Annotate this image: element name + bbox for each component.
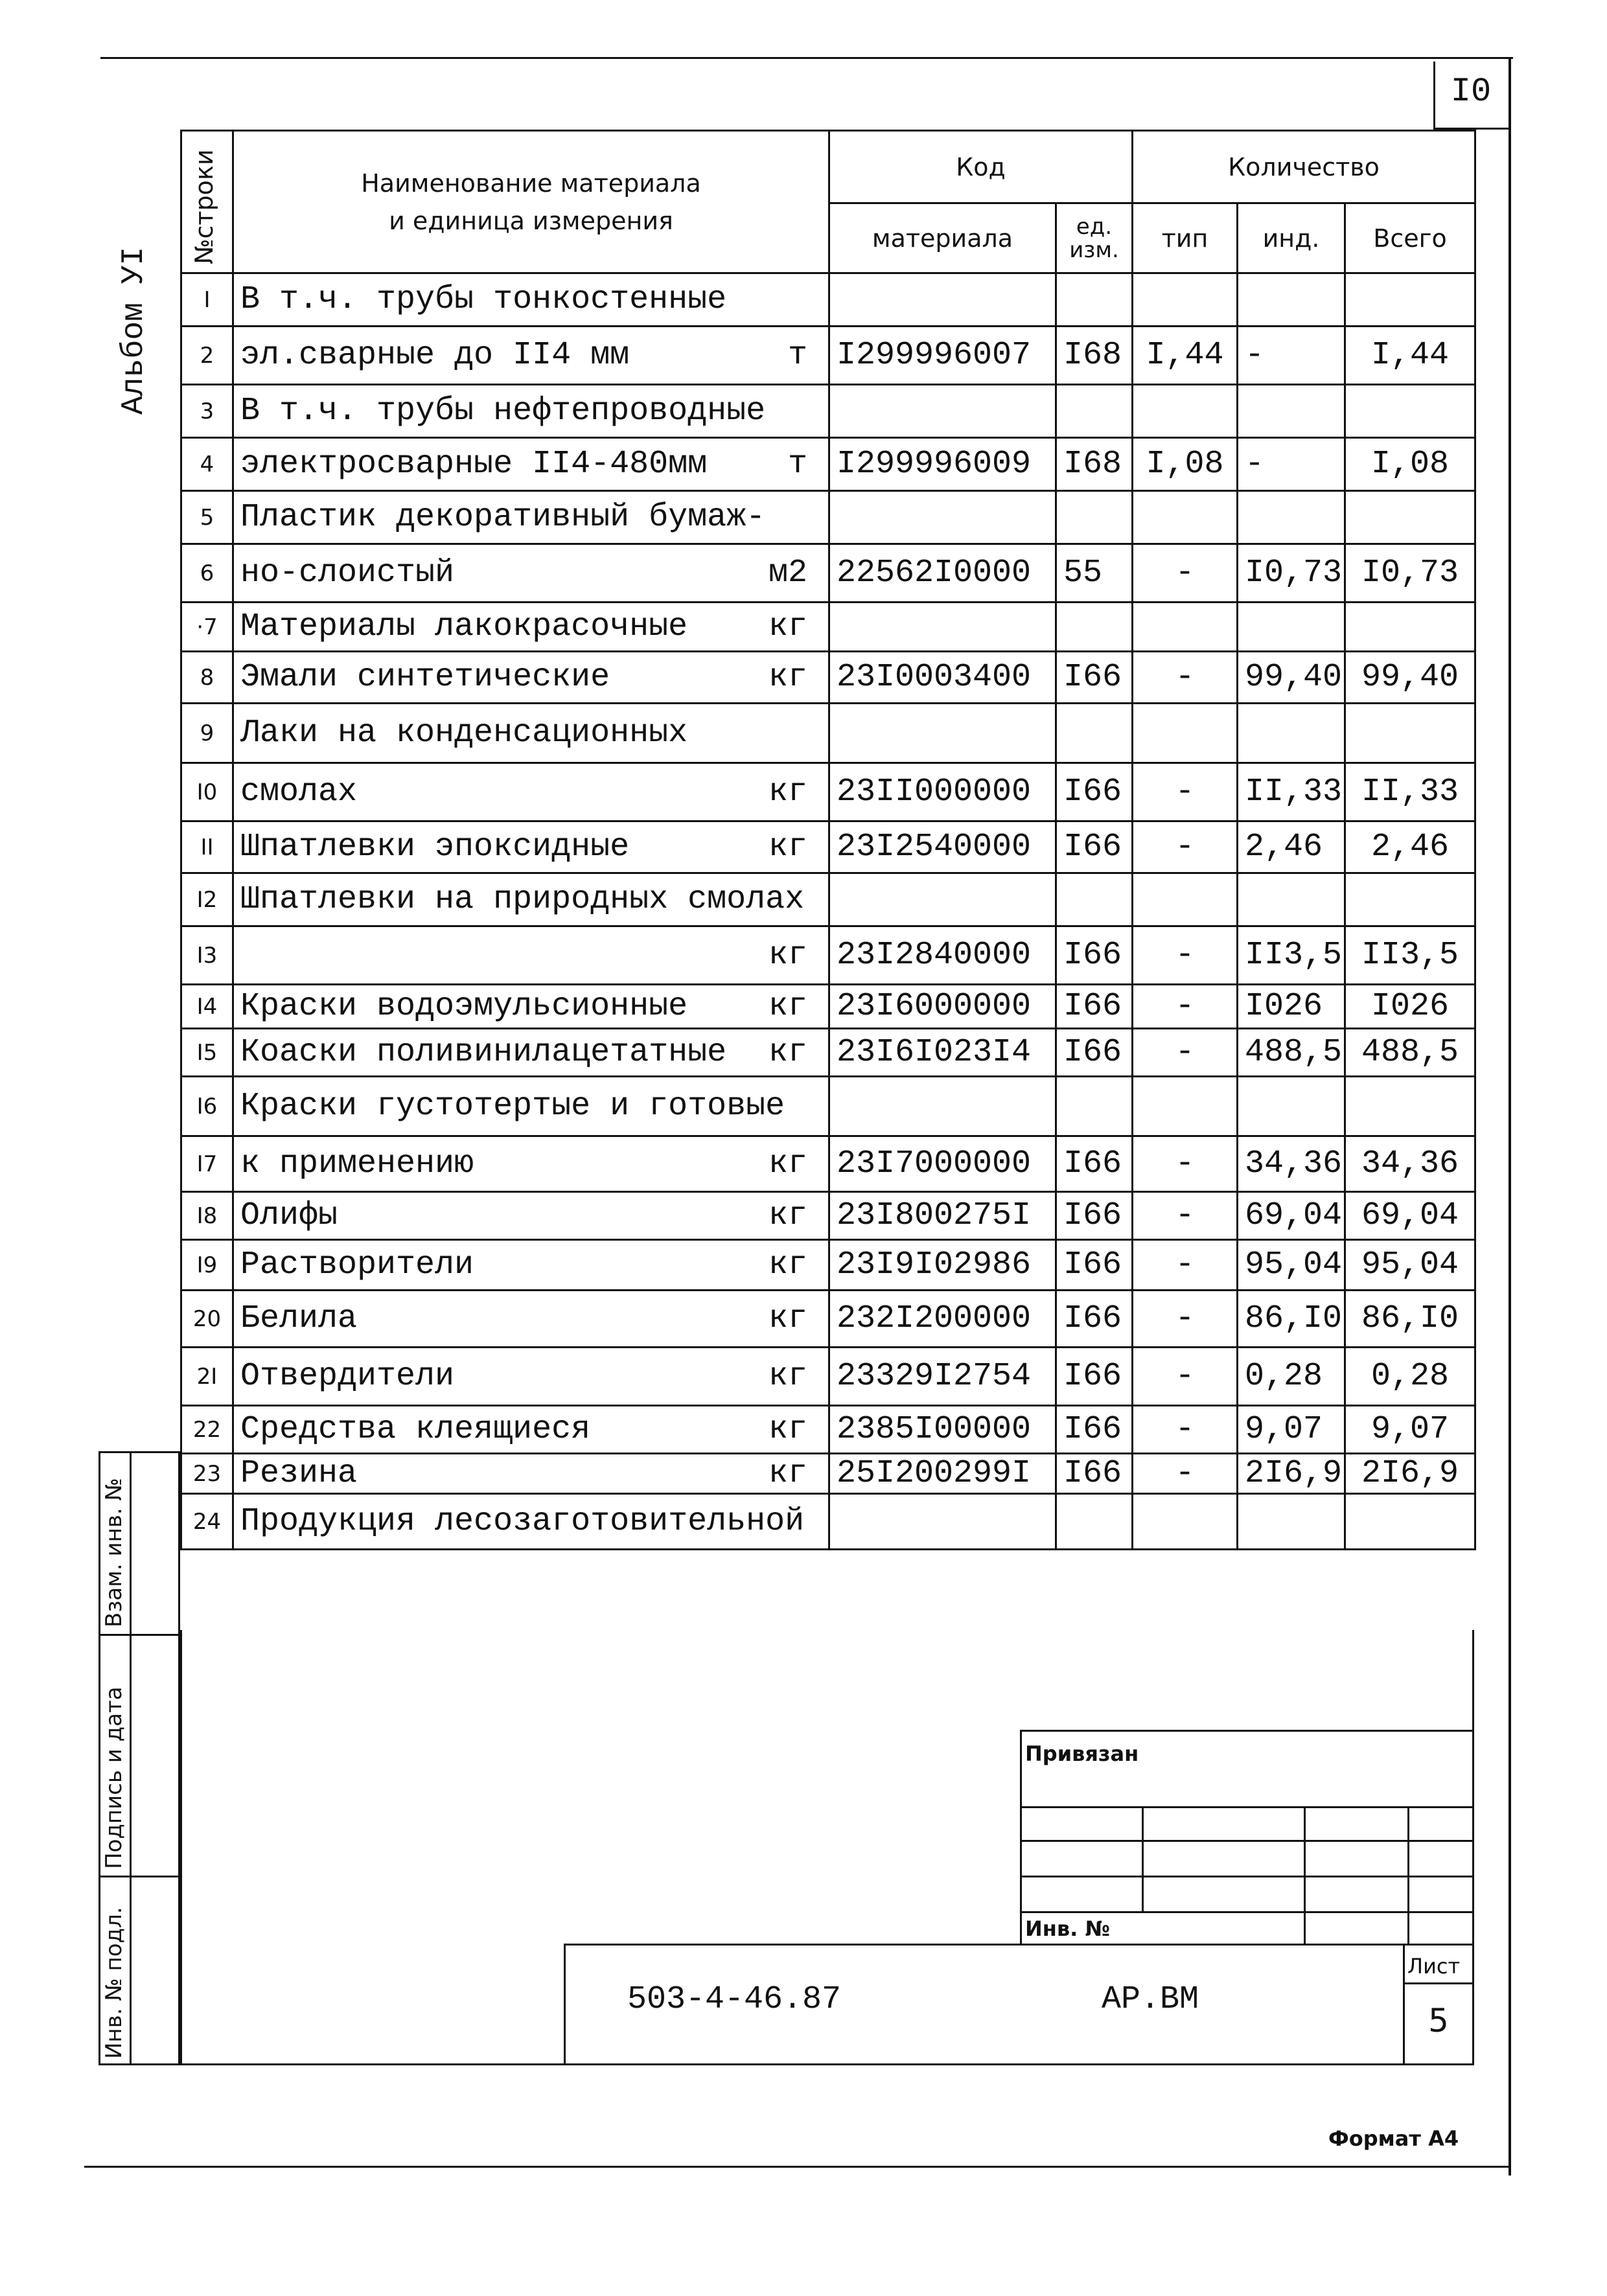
qty-type [1133,491,1238,544]
material-code: 25I200299I [829,1454,1056,1494]
material-name [233,652,829,704]
stamp-line-1 [1020,1806,1474,1808]
material-name-text: к применению [240,1145,474,1182]
qty-ind: 86,I0 [1238,1291,1345,1348]
name-header: Наименование материала и единица измерения [233,131,829,273]
material-code: 23I6000000 [829,985,1056,1029]
unit-code [1056,491,1133,544]
material-name-text: Шпатлевки эпоксидные [240,829,630,866]
material-code [829,385,1056,438]
material-name-text: Краски водоэмульсионные [240,988,688,1025]
qty-ind: - [1238,438,1345,491]
material-code: I299996009 [829,438,1056,491]
material-name-text: Пластик декоративный бумаж- [240,499,766,536]
qty-type: - [1133,1240,1238,1291]
row-number: I6 [181,1077,233,1136]
table-row [181,763,1475,821]
table-row [181,926,1475,985]
qty-total: I,08 [1345,438,1475,491]
material-unit: м2 [768,555,807,591]
qty-total: 2,46 [1345,821,1475,873]
material-code: 23I7000000 [829,1136,1056,1192]
table-row [181,1406,1475,1454]
unit-code: I68 [1056,327,1133,385]
row-number: 9 [181,704,233,763]
row-number: 4 [181,438,233,491]
qty-type: - [1133,1136,1238,1192]
qty-ind [1238,491,1345,544]
material-unit: кг [768,937,807,974]
unit-code [1056,385,1133,438]
code-group-header: Код [829,131,1133,203]
material-code: 23I800275I [829,1192,1056,1240]
material-name [233,491,829,544]
row-number: ·7 [181,603,233,652]
table-row [181,985,1475,1029]
material-code: 23II000000 [829,763,1056,821]
qty-type: - [1133,1454,1238,1494]
material-unit: кг [768,1197,807,1234]
qty-ind: 2I6,9 [1238,1454,1345,1494]
material-unit: кг [768,1300,807,1337]
material-name [233,704,829,763]
qty-total [1345,491,1475,544]
sheet-number: 5 [1428,2002,1449,2039]
unit-code [1056,704,1133,763]
qty-ind: 488,5 [1238,1029,1345,1077]
material-name [233,327,829,385]
table-row [181,873,1475,926]
sheet-label: Лист [1407,1954,1461,1979]
material-unit: кг [768,1034,807,1071]
row-number: I3 [181,926,233,985]
unit-code: I66 [1056,1192,1133,1240]
qty-type: - [1133,985,1238,1029]
qty-type: I,08 [1133,438,1238,491]
material-name [233,438,829,491]
material-name [233,603,829,652]
table-row [181,438,1475,491]
row-number: I [181,273,233,327]
row-number: I2 [181,873,233,926]
row-number: 2 [181,327,233,385]
material-code [829,273,1056,327]
unit-code: I66 [1056,926,1133,985]
qty-ind: - [1238,327,1345,385]
qty-total: 9,07 [1345,1406,1475,1454]
material-code: I299996007 [829,327,1056,385]
unit-code [1056,603,1133,652]
material-name-text: Резина [240,1455,358,1492]
material-name-text: Эмали синтетические [240,659,610,696]
table-row [181,821,1475,873]
table-row [181,603,1475,652]
row-number: I0 [181,763,233,821]
qty-ind: I026 [1238,985,1345,1029]
row-number: I9 [181,1240,233,1291]
table-row [181,327,1475,385]
qty-type [1133,873,1238,926]
qty-type [1133,273,1238,327]
unit-code: I66 [1056,1240,1133,1291]
table-row [181,1029,1475,1077]
qty-total: II,33 [1345,763,1475,821]
unit-code [1056,873,1133,926]
qty-total [1345,385,1475,438]
material-name [233,1291,829,1348]
qty-total: II3,5 [1345,926,1475,985]
row-number: 24 [181,1494,233,1550]
row-number: I8 [181,1192,233,1240]
qty-total [1345,704,1475,763]
sheet-hline [1403,1982,1474,1984]
qty-ind: 34,36 [1238,1136,1345,1192]
qty-ind: 2,46 [1238,821,1345,873]
row-number: 6 [181,544,233,603]
material-unit: кг [768,1411,807,1448]
material-unit: т [787,337,807,374]
table-row [181,652,1475,704]
qty-total: 2I6,9 [1345,1454,1475,1494]
qty-ind [1238,704,1345,763]
material-unit: кг [768,774,807,810]
qty-total: I0,73 [1345,544,1475,603]
material-code: 23329I2754 [829,1348,1056,1406]
material-code: 23I9I02986 [829,1240,1056,1291]
material-name [233,1192,829,1240]
qty-total [1345,1077,1475,1136]
material-name [233,763,829,821]
material-name [233,926,829,985]
row-number: 3 [181,385,233,438]
qty-ind: 0,28 [1238,1348,1345,1406]
qty-ind [1238,603,1345,652]
material-code [829,1077,1056,1136]
material-name [233,873,829,926]
doc-mark: АР.ВМ [1102,1981,1199,2018]
material-unit: кг [768,1246,807,1283]
qty-total: 0,28 [1345,1348,1475,1406]
podpis-label: Подпись и дата [101,1686,127,1869]
table-row [181,1348,1475,1406]
top-rule [100,57,1513,59]
row-number: 2I [181,1348,233,1406]
qty-ind: II,33 [1238,763,1345,821]
material-unit: кг [768,659,807,696]
material-name [233,985,829,1029]
doc-code: 503-4-46.87 [627,1981,842,2018]
qty-ind [1238,385,1345,438]
unit-code: I68 [1056,438,1133,491]
unit-code: I66 [1056,652,1133,704]
material-name-text: Олифы [240,1197,338,1234]
inv-no-label: Инв. № [1025,1916,1110,1941]
material-name-text: электросварные II4-480мм [240,446,708,483]
table-row [181,1454,1475,1494]
code-material-header: материала [829,203,1056,273]
material-name [233,1136,829,1192]
qty-total: 69,04 [1345,1192,1475,1240]
table-row [181,491,1475,544]
qty-type: - [1133,652,1238,704]
qty-type [1133,704,1238,763]
row-number: 22 [181,1406,233,1454]
material-code [829,1494,1056,1550]
side-strip-sep-2 [98,1876,180,1877]
qty-total: 34,36 [1345,1136,1475,1192]
row-number: II [181,821,233,873]
inv-podl-label: Инв. № подл. [101,1907,127,2059]
materials-table [180,130,1476,1550]
table-row [181,1077,1475,1136]
table-row [181,273,1475,327]
material-name-text: В т.ч. трубы тонкостенные [240,281,727,318]
unit-code: I66 [1056,763,1133,821]
material-name [233,1029,829,1077]
qty-ind: 69,04 [1238,1192,1345,1240]
unit-code: I66 [1056,1029,1133,1077]
qty-total: 99,40 [1345,652,1475,704]
material-code: 23I0003400 [829,652,1056,704]
qty-type [1133,385,1238,438]
qty-type: - [1133,544,1238,603]
qty-total: 86,I0 [1345,1291,1475,1348]
privyazan-label: Привязан [1025,1741,1139,1766]
material-name-text: смолах [240,774,358,810]
table-row [181,704,1475,763]
material-name-text: но-слоистый [240,555,455,591]
table-row [181,1240,1475,1291]
material-name [233,1406,829,1454]
unit-code: I66 [1056,985,1133,1029]
material-name-text: Шпатлевки на природных смолах [240,881,805,918]
row-number: 23 [181,1454,233,1494]
qty-type [1133,1077,1238,1136]
qty-type: - [1133,1406,1238,1454]
material-name-text: Белила [240,1300,358,1337]
material-name [233,273,829,327]
material-unit: кг [768,988,807,1025]
material-name-text: Краски густотертые и готовые [240,1088,785,1125]
material-unit: т [787,446,807,483]
qty-ind [1238,273,1345,327]
material-name [233,1494,829,1550]
row-number-header: №строки [181,131,233,273]
qty-ind: 99,40 [1238,652,1345,704]
qty-ind [1238,1494,1345,1550]
row-number: 20 [181,1291,233,1348]
material-code: 22562I0000 [829,544,1056,603]
material-code: 23I2840000 [829,926,1056,985]
qty-group-header: Количество [1133,131,1475,203]
material-code: 232I200000 [829,1291,1056,1348]
material-name-text: Растворители [240,1246,474,1283]
qty-total [1345,1494,1475,1550]
material-name-text: Продукция лесозаготовительной [240,1503,805,1540]
stamp-vline-3 [1407,1806,1409,1944]
unit-code: I66 [1056,1291,1133,1348]
qty-total [1345,273,1475,327]
table-row [181,385,1475,438]
qty-type: - [1133,1192,1238,1240]
stamp-vline-1 [1142,1806,1144,1911]
material-code [829,603,1056,652]
side-strip-divider [130,1451,132,2065]
side-strip-sep-1 [98,1634,180,1636]
qty-type: - [1133,926,1238,985]
material-name-text: Материалы лакокрасочные [240,608,688,645]
qty-ind: 95,04 [1238,1240,1345,1291]
row-number: I4 [181,985,233,1029]
material-name [233,821,829,873]
material-unit: кг [768,1455,807,1492]
stamp-vline-2 [1304,1806,1306,1944]
right-frame [1509,57,1511,2175]
bottom-rule [84,2166,1510,2168]
qty-total: 95,04 [1345,1240,1475,1291]
material-name [233,1240,829,1291]
material-name-text: Средства клеящиеся [240,1411,591,1448]
table-row [181,1136,1475,1192]
row-number: I7 [181,1136,233,1192]
material-name-text: Коаски поливинилацетатные [240,1034,727,1071]
qty-ind [1238,873,1345,926]
table-row [181,1291,1475,1348]
material-code: 23I6I023I4 [829,1029,1056,1077]
qty-total [1345,603,1475,652]
format-label: Формат А4 [1328,2126,1459,2151]
qty-type: - [1133,1291,1238,1348]
material-code [829,491,1056,544]
qty-type-header: тип [1133,203,1238,273]
material-name [233,544,829,603]
unit-code [1056,1077,1133,1136]
material-unit: кг [768,608,807,645]
material-name-text: эл.сварные до II4 мм [240,337,630,374]
unit-code: I66 [1056,1348,1133,1406]
stamp-line-4 [1020,1911,1474,1913]
qty-ind-header: инд. [1238,203,1345,273]
material-unit: кг [768,829,807,866]
row-number: I5 [181,1029,233,1077]
unit-code [1056,1494,1133,1550]
qty-type [1133,1494,1238,1550]
material-code: 2385I00000 [829,1406,1056,1454]
qty-ind: 9,07 [1238,1406,1345,1454]
unit-code: I66 [1056,821,1133,873]
qty-ind [1238,1077,1345,1136]
material-code [829,704,1056,763]
stamp-line-3 [1020,1876,1474,1877]
code-unit-header: ед. изм. [1056,203,1133,273]
unit-code: I66 [1056,1406,1133,1454]
row-number: 8 [181,652,233,704]
material-name [233,1454,829,1494]
qty-type: - [1133,1348,1238,1406]
row-number: 5 [181,491,233,544]
qty-type: - [1133,763,1238,821]
qty-type: - [1133,821,1238,873]
material-name-text: Отвердители [240,1358,455,1395]
material-name [233,1077,829,1136]
material-name-text: В т.ч. трубы нефтепроводные [240,393,766,430]
material-code: 23I2540000 [829,821,1056,873]
material-unit: кг [768,1145,807,1182]
qty-type [1133,603,1238,652]
qty-total [1345,873,1475,926]
qty-total: I026 [1345,985,1475,1029]
table-row [181,1192,1475,1240]
qty-type: I,44 [1133,327,1238,385]
material-name [233,385,829,438]
table-row [181,544,1475,603]
unit-code: I66 [1056,1136,1133,1192]
unit-code [1056,273,1133,327]
vzam-label: Взам. инв. № [101,1478,127,1627]
qty-total: 488,5 [1345,1029,1475,1077]
material-code [829,873,1056,926]
unit-code: 55 [1056,544,1133,603]
material-name [233,1348,829,1406]
qty-ind: I0,73 [1238,544,1345,603]
page-number: I0 [1450,73,1492,111]
qty-total: I,44 [1345,327,1475,385]
unit-code: I66 [1056,1454,1133,1494]
qty-ind: II3,5 [1238,926,1345,985]
table-row [181,1494,1475,1550]
album-label: Альбом УI [117,246,152,415]
material-unit: кг [768,1358,807,1395]
stamp-line-2 [1020,1840,1474,1842]
qty-type: - [1133,1029,1238,1077]
material-name-text: Лаки на конденсационных [240,715,688,752]
qty-total-header: Всего [1345,203,1475,273]
